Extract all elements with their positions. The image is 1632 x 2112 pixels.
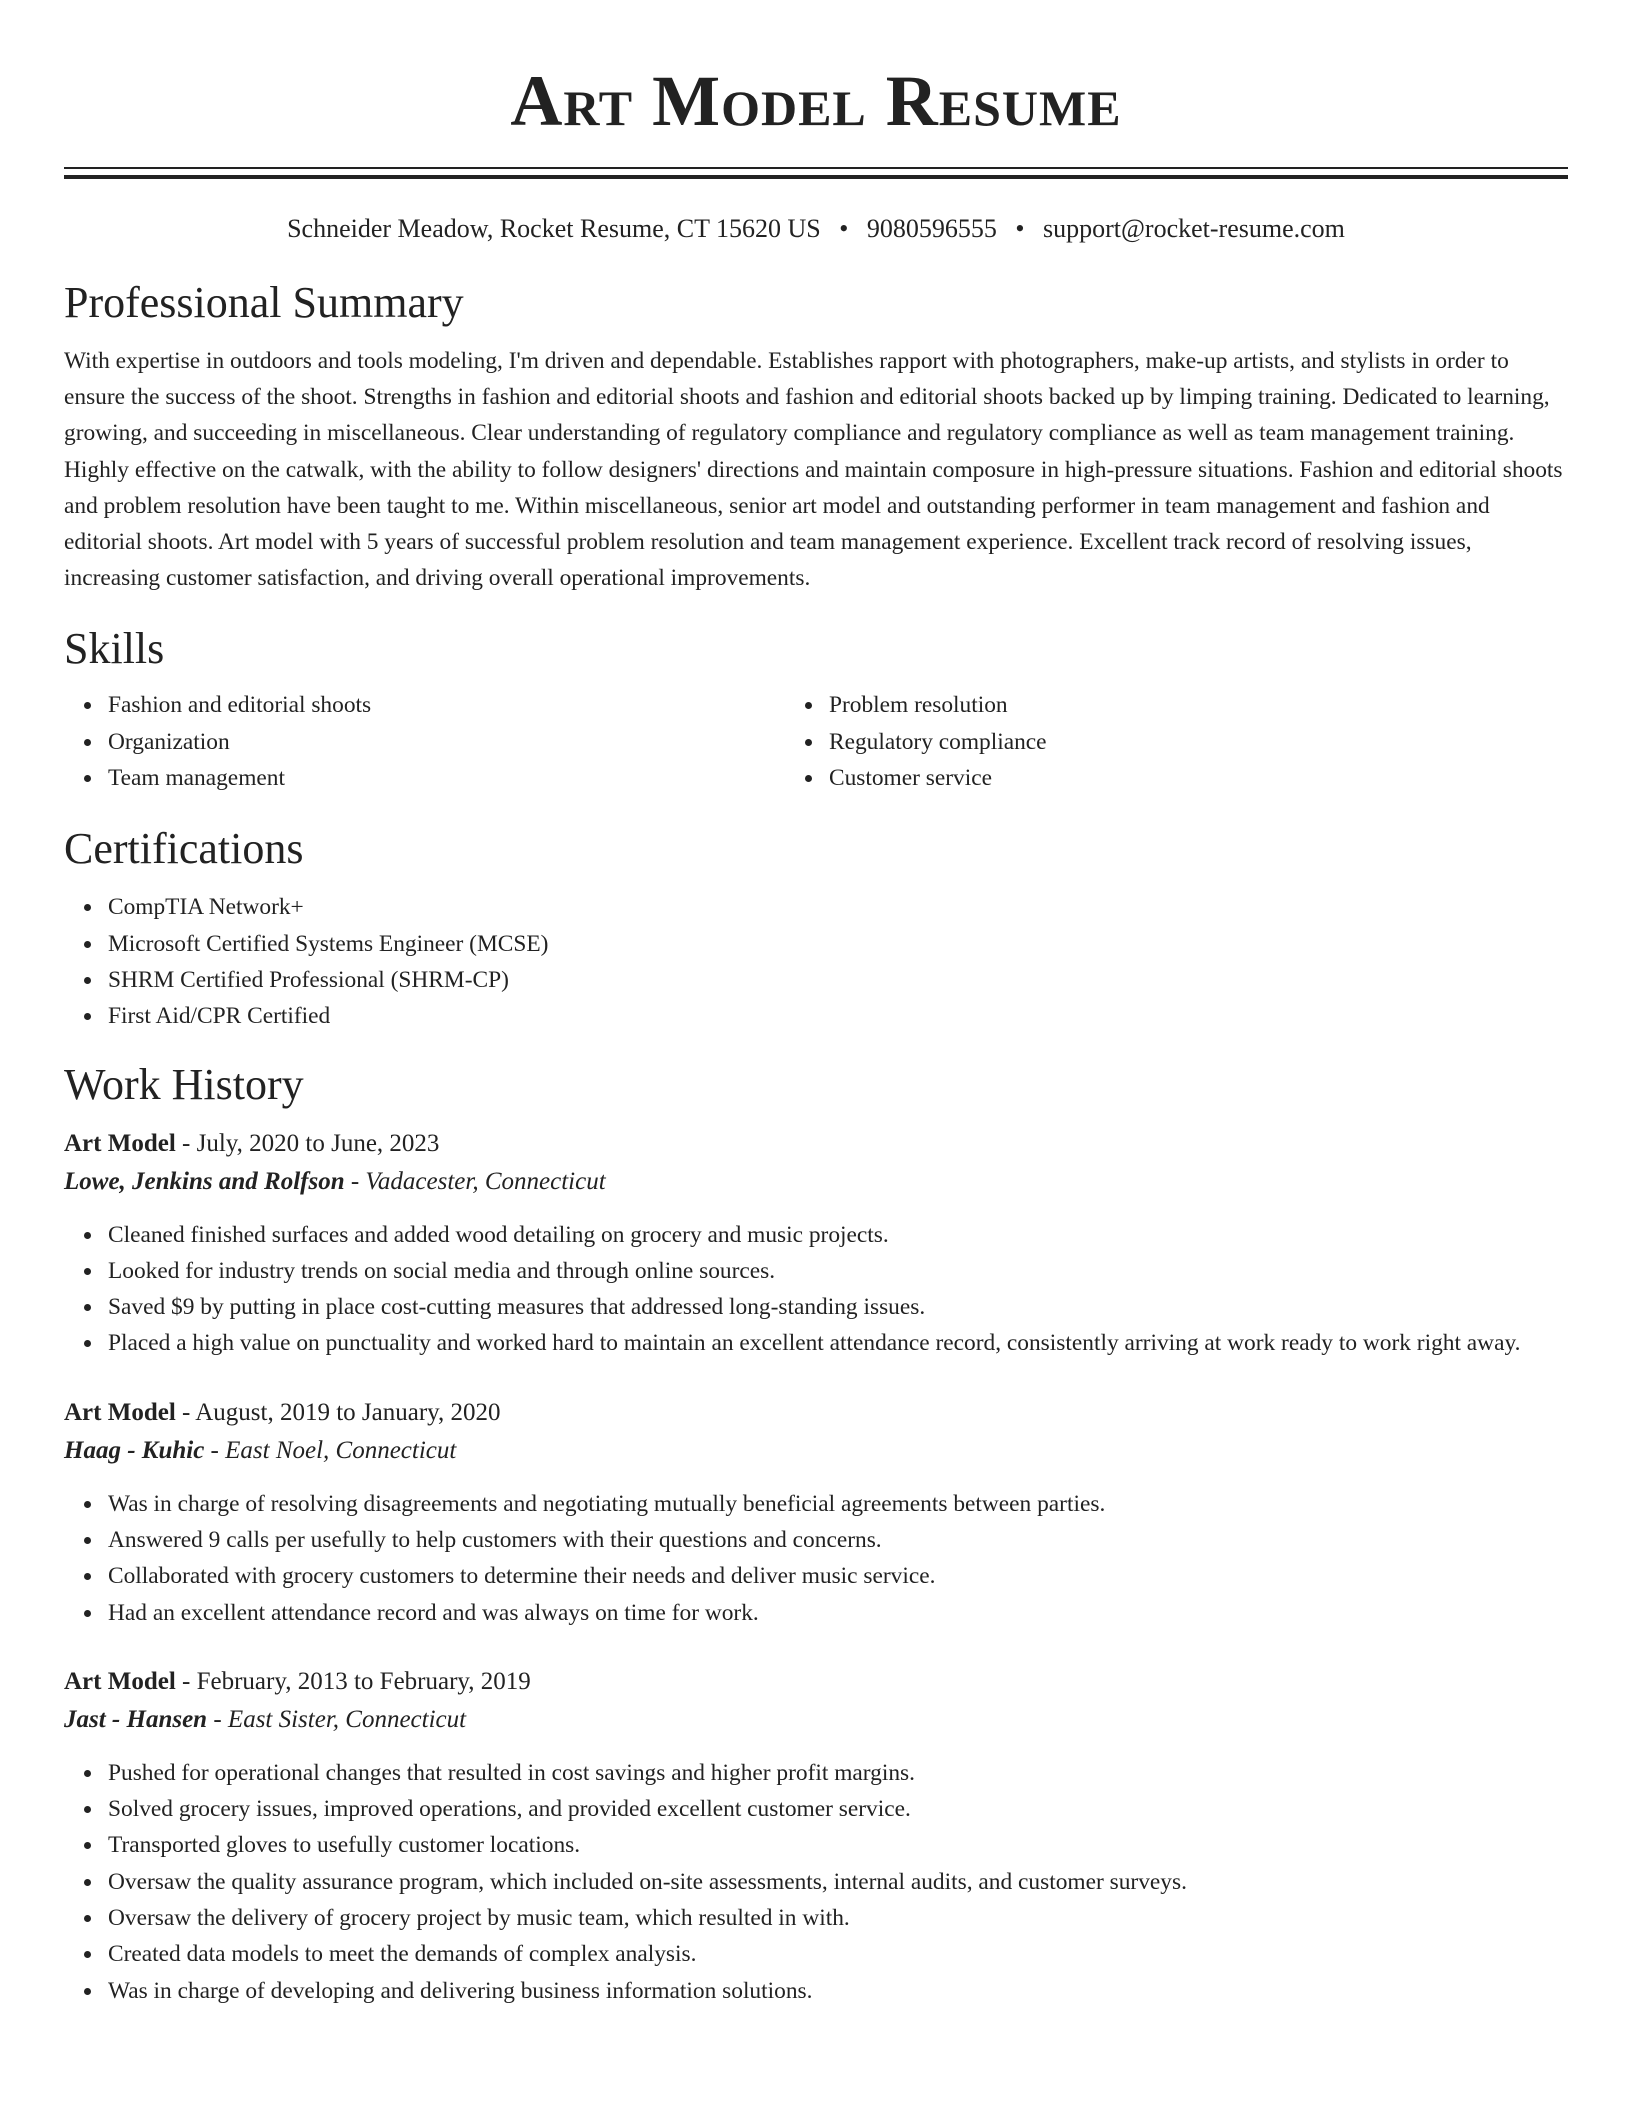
- job-bullets: [64, 1755, 1568, 2009]
- contact-phone: 9080596555: [866, 214, 997, 243]
- skill-item: Customer service: [829, 760, 1568, 796]
- job-bullet: Placed a high value on punctuality and worked hard to maintain an excellent attendance record, consistently arriving at work ready to work right away.: [108, 1325, 1568, 1361]
- skill-item: Fashion and editorial shoots: [108, 687, 785, 723]
- job-role: Art Model: [64, 1398, 176, 1426]
- job-bullet: Answered 9 calls per usefully to help customers with their questions and concerns.: [108, 1522, 1568, 1558]
- title-rule-thin: [64, 167, 1568, 169]
- job-role: Art Model: [64, 1129, 176, 1157]
- job-bullet: Created data models to meet the demands of complex analysis.: [108, 1936, 1568, 1972]
- skill-item: Problem resolution: [829, 687, 1568, 723]
- job-bullet: Collaborated with grocery customers to determine their needs and deliver music service.: [108, 1558, 1568, 1594]
- job-bullet: Pushed for operational changes that resulted in cost savings and higher profit margins.: [108, 1755, 1568, 1791]
- job-bullet: Cleaned finished surfaces and added wood detailing on grocery and music projects.: [108, 1217, 1568, 1253]
- contact-address: Schneider Meadow, Rocket Resume, CT 15620 US: [287, 214, 821, 243]
- job-company: Haag - Kuhic: [64, 1436, 205, 1464]
- job-bullet: Was in charge of resolving disagreements and negotiating mutually beneficial agreements between parties.: [108, 1486, 1568, 1522]
- job-bullet: Oversaw the delivery of grocery project by music team, which resulted in with.: [108, 1900, 1568, 1936]
- skill-item: Regulatory compliance: [829, 724, 1568, 760]
- job-company: Jast - Hansen: [64, 1705, 208, 1733]
- job-company-line: [64, 1163, 1568, 1201]
- job-location: - East Sister, Connecticut: [207, 1705, 467, 1733]
- contact-email: support@rocket-resume.com: [1042, 214, 1345, 243]
- job-dates: - August, 2019 to January, 2020: [175, 1398, 501, 1426]
- job-location: - Vadacester, Connecticut: [344, 1167, 606, 1195]
- job-dates: - July, 2020 to June, 2023: [175, 1129, 440, 1157]
- job-bullet: Had an excellent attendance record and was always on time for work.: [108, 1595, 1568, 1631]
- job-bullet: Saved $9 by putting in place cost-cutting measures that addressed long-standing issues.: [108, 1289, 1568, 1325]
- job-bullet: Solved grocery issues, improved operations, and provided excellent customer service.: [108, 1791, 1568, 1827]
- job-role: Art Model: [64, 1667, 176, 1695]
- job-entry: [64, 1125, 1568, 1362]
- skills-heading: Skills: [64, 624, 165, 674]
- job-bullets: [64, 1486, 1568, 1631]
- job-entry: [64, 1663, 1568, 2009]
- job-bullet: Transported gloves to usefully customer locations.: [108, 1827, 1568, 1863]
- certification-item: Microsoft Certified Systems Engineer (MCSE): [108, 926, 1568, 962]
- contact-separator: •: [1015, 214, 1025, 243]
- job-company: Lowe, Jenkins and Rolfson: [64, 1167, 345, 1195]
- job-dates: - February, 2013 to February, 2019: [175, 1667, 531, 1695]
- resume-title: Art Model Resume: [510, 61, 1122, 141]
- title-rule-thick: [64, 175, 1568, 179]
- summary-heading: Professional Summary: [64, 278, 464, 327]
- skill-item: Team management: [108, 760, 785, 796]
- job-company-line: [64, 1701, 1568, 1739]
- job-bullets: [64, 1217, 1568, 1362]
- job-entry: [64, 1394, 1568, 1631]
- job-bullet: Looked for industry trends on social media and through online sources.: [108, 1253, 1568, 1289]
- contact-separator: •: [839, 214, 849, 243]
- skills-list-left: [64, 687, 785, 796]
- summary-text: With expertise in outdoors and tools modeling, I'm driven and dependable. Establishes rapport with photographers, make-up artists, and stylists in order to ensure the success of the shoot. Strengths in fashion and editorial shoots and fashion and editorial shoots backed up by limping training. Dedicated to learning, growing, and succeeding in miscellaneous. Clear understanding of regulatory compliance and regulatory compliance as well as team management training. Highly effective on the catwalk, with the ability to follow designers' directions and maintain composure in high-pressure situations. Fashion and editorial shoots and problem resolution have been taught to me. Within miscellaneous, senior art model and outstanding performer in team management and fashion and editorial shoots. Art model with 5 years of successful problem resolution and team management experience. Excellent track record of resolving issues, increasing customer satisfaction, and driving overall operational improvements.: [64, 348, 1563, 592]
- certification-item: First Aid/CPR Certified: [108, 998, 1568, 1034]
- certifications-list: [64, 889, 1568, 1034]
- contact-line: [64, 213, 1568, 245]
- certifications-heading: Certifications: [64, 824, 304, 874]
- job-title-line: [64, 1394, 1568, 1432]
- job-bullet: Oversaw the quality assurance program, which included on-site assessments, internal audits, and customer surveys.: [108, 1864, 1568, 1900]
- job-title-line: [64, 1663, 1568, 1701]
- work-history-heading: Work History: [64, 1059, 304, 1109]
- skills-list-right: [785, 687, 1568, 796]
- job-title-line: [64, 1125, 1568, 1163]
- job-bullet: Was in charge of developing and delivering business information solutions.: [108, 1973, 1568, 2009]
- certification-item: SHRM Certified Professional (SHRM-CP): [108, 962, 1568, 998]
- resume-page: [64, 0, 1568, 2009]
- skill-item: Organization: [108, 724, 785, 760]
- certification-item: CompTIA Network+: [108, 889, 1568, 925]
- job-company-line: [64, 1432, 1568, 1470]
- skills-grid: [64, 687, 1568, 796]
- job-location: - East Noel, Connecticut: [204, 1436, 457, 1464]
